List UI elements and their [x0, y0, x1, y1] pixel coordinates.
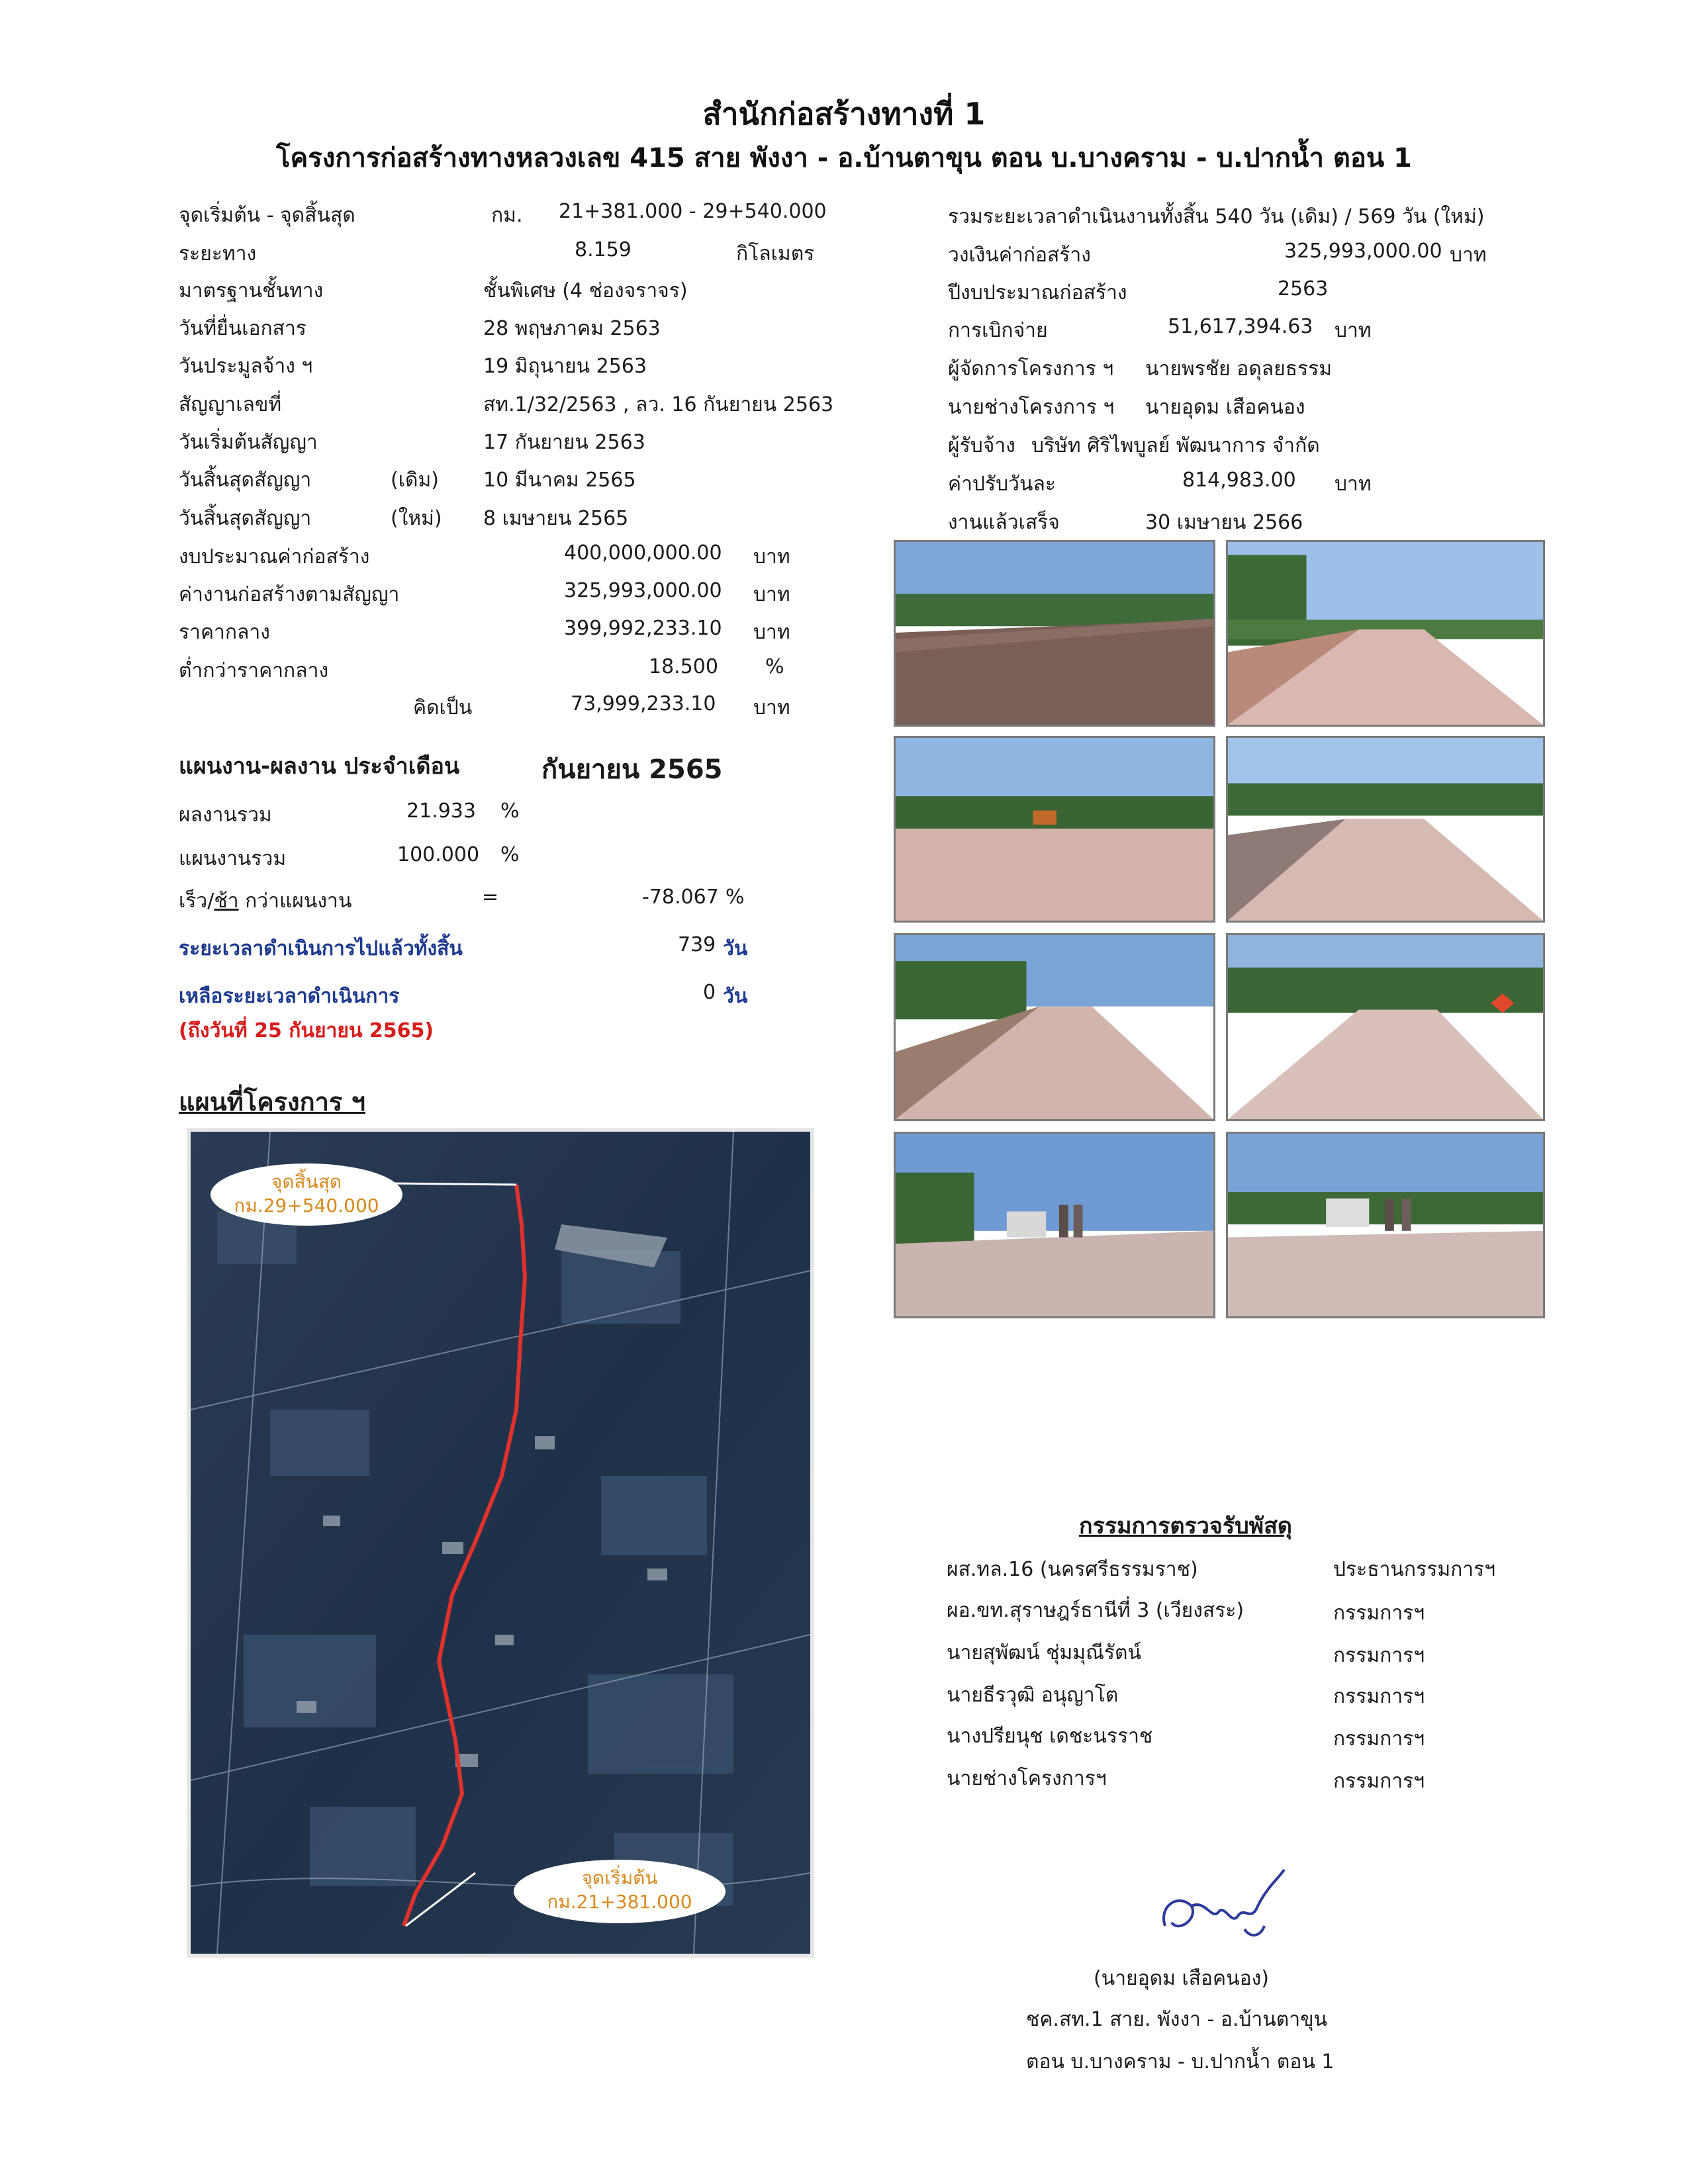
- disbursed-label: การเบิกจ่าย: [948, 319, 1048, 342]
- budget-line-unit: บาท: [1450, 244, 1487, 267]
- committee-member-name: ผส.ทล.16 (นครศรีธรรมราช): [947, 1558, 1198, 1581]
- committee-member-role: กรรมการฯ: [1333, 1685, 1425, 1708]
- fiscal-year-value: 2563: [1278, 277, 1329, 300]
- manager-value: นายพรชัย อดุลยธรรม: [1145, 357, 1333, 381]
- diff-label-rest: กว่าแผนงาน: [238, 889, 352, 913]
- contract-cost-unit: บาท: [753, 583, 790, 606]
- diff-label-slow: ช้า: [214, 889, 239, 913]
- elapsed-unit: วัน: [723, 937, 748, 960]
- engineer-value: นายอุดม เสือคนอง: [1145, 396, 1305, 419]
- plan-value: 100.000: [397, 843, 480, 866]
- map-start-label: จุดเริ่มต้น: [581, 1867, 658, 1889]
- map-start-callout: [514, 1860, 726, 1923]
- road-photo-6: [1226, 933, 1545, 1121]
- signer-position-line1: ชค.สท.1 สาย. พังงา - อ.บ้านตาขุน: [1026, 2008, 1328, 2031]
- manager-label: ผู้จัดการโครงการ ฯ: [948, 357, 1114, 381]
- contract-cost-label: ค่างานก่อสร้างตามสัญญา: [179, 583, 400, 606]
- contract-start-label: วันเริ่มต้นสัญญา: [179, 431, 318, 454]
- standard-label: มาตรฐานชั้นทาง: [179, 279, 324, 302]
- remaining-unit: วัน: [723, 985, 748, 1008]
- engineer-label: นายช่างโครงการ ฯ: [948, 396, 1115, 419]
- bid-date-value: 19 มิถุนายน 2563: [483, 355, 647, 378]
- diff-label-fast: เร็ว/: [179, 889, 214, 913]
- committee-member-role: กรรมการฯ: [1333, 1727, 1425, 1751]
- project-subtitle: โครงการก่อสร้างทางหลวงเลข 415 สาย พังงา - อ.บ้านตาขุน ตอน บ.บางคราม - บ.ปากน้ำ ตอน 1: [276, 143, 1412, 173]
- diff-value: -78.067: [642, 886, 719, 909]
- as-of-date: (ถึงวันที่ 25 กันยายน 2565): [179, 1019, 434, 1042]
- contract-end-old-label: วันสิ้นสุดสัญญา: [179, 469, 312, 492]
- elapsed-value: 739: [678, 933, 716, 956]
- fiscal-year-label: ปีงบประมาณก่อสร้าง: [948, 281, 1127, 304]
- bid-date-label: วันประมูลจ้าง ฯ: [179, 355, 313, 378]
- contract-end-new-label: วันสิ้นสุดสัญญา: [179, 507, 312, 530]
- completed-value: 30 เมษายน 2566: [1145, 511, 1303, 534]
- doc-date-value: 28 พฤษภาคม 2563: [483, 317, 661, 340]
- completed-label: งานแล้วเสร็จ: [948, 511, 1060, 534]
- median-price-value: 399,992,233.10: [564, 617, 722, 640]
- road-photo-5: [894, 933, 1215, 1121]
- committee-member-name: นายสุพัฒน์ ชุ่มมุณีรัตน์: [947, 1641, 1142, 1664]
- standard-value: ชั้นพิเศษ (4 ช่องจราจร): [483, 279, 688, 302]
- project-map: [187, 1128, 814, 1958]
- committee-member-role: ประธานกรรมการฯ: [1333, 1558, 1496, 1581]
- committee-member-name: ผอ.ขท.สุราษฎร์ธานีที่ 3 (เวียงสระ): [947, 1599, 1244, 1622]
- median-price-unit: บาท: [753, 621, 790, 644]
- start-end-unit: กม.: [491, 204, 523, 227]
- actual-unit: %: [500, 799, 520, 823]
- equals-label: คิดเป็น: [413, 696, 473, 719]
- contract-end-old-value: 10 มีนาคม 2565: [483, 469, 636, 492]
- actual-value: 21.933: [406, 799, 476, 823]
- below-median-label: ต่ำกว่าราคากลาง: [179, 659, 329, 682]
- contract-start-value: 17 กันยายน 2563: [483, 431, 645, 454]
- signer-position-line2: ตอน บ.บางคราม - บ.ปากน้ำ ตอน 1: [1026, 2050, 1335, 2073]
- budget-label: งบประมาณค่าก่อสร้าง: [179, 545, 370, 569]
- satellite-map-image: [191, 1132, 810, 1954]
- committee-member-role: กรรมการฯ: [1333, 1644, 1425, 1667]
- doc-date-label: วันที่ยื่นเอกสาร: [179, 317, 306, 340]
- committee-member-role: กรรมการฯ: [1333, 1602, 1425, 1625]
- road-photo-8: [1226, 1132, 1545, 1318]
- disbursed-value: 51,617,394.63: [1168, 315, 1313, 338]
- below-median-unit: %: [765, 655, 784, 678]
- plan-unit: %: [500, 843, 520, 866]
- handwritten-signature: [1152, 1866, 1291, 1959]
- progress-heading: แผนงาน-ผลงาน ประจำเดือน: [179, 753, 460, 780]
- map-title: แผนที่โครงการ ฯ: [179, 1087, 365, 1116]
- remaining-label: เหลือระยะเวลาดำเนินการ: [179, 985, 400, 1008]
- map-start-km: กม.21+381.000: [547, 1891, 692, 1913]
- committee-member-name: นางปรียนุช เดชะนรราช: [947, 1725, 1153, 1748]
- map-end-km: กม.29+540.000: [234, 1195, 379, 1216]
- equals-unit: บาท: [753, 696, 790, 719]
- contract-cost-value: 325,993,000.00: [564, 579, 722, 602]
- road-photo-3: [894, 736, 1215, 923]
- road-photo-1: [894, 540, 1215, 727]
- contract-no-label: สัญญาเลขที่: [179, 393, 282, 416]
- road-photo-2: [1226, 540, 1545, 727]
- budget-unit: บาท: [753, 545, 790, 569]
- road-photo-4: [1226, 736, 1545, 923]
- disbursed-unit: บาท: [1335, 319, 1372, 342]
- contract-end-old-tag: (เดิม): [391, 469, 439, 492]
- road-photo-7: [894, 1132, 1215, 1318]
- committee-member-name: นายช่างโครงการฯ: [947, 1767, 1107, 1790]
- distance-unit: กิโลเมตร: [736, 242, 815, 265]
- committee-title: กรรมการตรวจรับพัสดุ: [1079, 1513, 1292, 1539]
- contract-no-value: สท.1/32/2563 , ลว. 16 กันยายน 2563: [483, 393, 834, 416]
- contractor-label: ผู้รับจ้าง: [948, 434, 1015, 457]
- actual-label: ผลงานรวม: [179, 803, 272, 827]
- elapsed-label: ระยะเวลาดำเนินการไปแล้วทั้งสิ้น: [179, 937, 463, 960]
- committee-member-name: นายธีรวุฒิ อนุญาโต: [947, 1684, 1119, 1707]
- below-median-value: 18.500: [649, 655, 718, 678]
- map-end-callout: [211, 1163, 402, 1226]
- contract-end-new-tag: (ใหม่): [391, 507, 442, 530]
- contractor-value: บริษัท ศิริไพบูลย์ พัฒนาการ จำกัด: [1031, 434, 1320, 457]
- daily-fine-value: 814,983.00: [1182, 469, 1296, 492]
- diff-label: [179, 886, 352, 917]
- start-end-value: 21+381.000 - 29+540.000: [559, 200, 827, 223]
- daily-fine-label: ค่าปรับวันละ: [948, 473, 1056, 496]
- budget-value: 400,000,000.00: [564, 541, 722, 565]
- diff-unit: %: [726, 886, 745, 909]
- signer-name: (นายอุดม เสือคนอง): [1094, 1967, 1269, 1990]
- total-duration: รวมระยะเวลาดำเนินงานทั้งสิ้น 540 วัน (เดิม) / 569 วัน (ใหม่): [948, 205, 1485, 228]
- budget-line-label: วงเงินค่าก่อสร้าง: [948, 244, 1091, 267]
- contract-end-new-value: 8 เมษายน 2565: [483, 507, 629, 530]
- median-price-label: ราคากลาง: [179, 621, 270, 644]
- committee-member-role: กรรมการฯ: [1333, 1770, 1425, 1793]
- equals-value: 73,999,233.10: [571, 692, 716, 715]
- remaining-value: 0: [703, 981, 716, 1004]
- page-title: สำนักก่อสร้างทางที่ 1: [702, 96, 986, 132]
- distance-label: ระยะทาง: [179, 242, 257, 265]
- start-end-label: จุดเริ่มต้น - จุดสิ้นสุด: [179, 204, 355, 227]
- progress-month: กันยายน 2565: [541, 754, 723, 785]
- distance-value: 8.159: [575, 238, 632, 261]
- plan-label: แผนงานรวม: [179, 847, 287, 870]
- map-end-label: จุดสิ้นสุด: [271, 1171, 342, 1193]
- diff-equals: =: [482, 886, 499, 909]
- budget-line-value: 325,993,000.00: [1284, 240, 1442, 263]
- daily-fine-unit: บาท: [1335, 473, 1372, 496]
